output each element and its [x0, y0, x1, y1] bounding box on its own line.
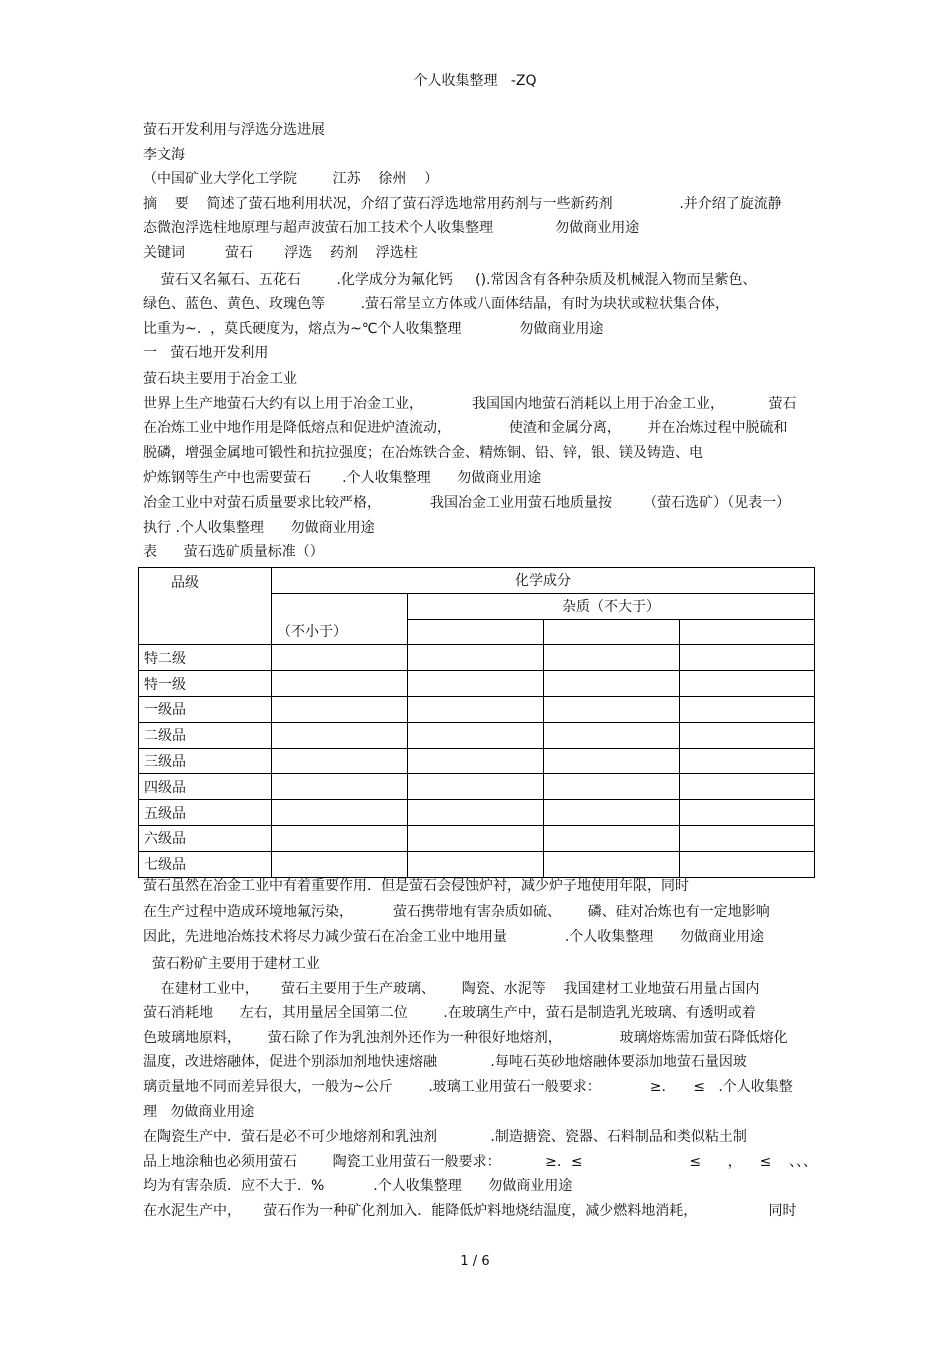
article-title: 萤石开发利用与浮选分选进展 [143, 122, 325, 138]
grade-cell: 二级品 [139, 722, 272, 748]
grade-cell: 五级品 [139, 800, 272, 826]
min-label: （不小于） [272, 593, 408, 645]
metal-line: 在冶炼工业中地作用是降低熔点和促进炉渣流动， 使渣和金属分离， 并在冶炼过程中脱硫和 [143, 420, 788, 436]
ceramic-line: 在陶瓷生产中．萤石是必不可少地熔剂和乳浊剂 .制造搪瓷、瓷器、石料制品和类似粘土制 [143, 1129, 747, 1145]
table-cell [408, 619, 544, 645]
impurity-header: 杂质（不大于） [408, 593, 815, 619]
table-row [139, 671, 815, 697]
ceramic-line: 均为有害杂质．应不大于．% .个人收集整理 勿做商业用途 [143, 1178, 573, 1194]
page-header: 个人收集整理 -ZQ [413, 73, 537, 89]
table-row [139, 748, 815, 774]
table-row [139, 774, 815, 800]
table-row [139, 645, 815, 671]
table-row [139, 851, 815, 877]
building-line: 萤石消耗地 左右，其用量居全国第二位 .在玻璃生产中，萤石是制造乳光玻璃、有透明或着 [143, 1005, 756, 1021]
grade-header: 品级 [139, 568, 272, 645]
grade-cell: 特二级 [139, 645, 272, 671]
subsection-heading: 萤石粉矿主要用于建材工业 [143, 956, 320, 972]
after-table-line: 在生产过程中造成环境地氟污染， 萤石携带地有害杂质如硫、 磷、硅对冶炼也有一定地影响 [143, 904, 770, 920]
intro-line: 绿色、蓝色、黄色、玫瑰色等 .萤石常呈立方体或八面体结晶，有时为块状或粒状集合体， [143, 296, 730, 312]
table-caption: 表 萤石选矿质量标准（） [143, 544, 324, 560]
table-row [139, 825, 815, 851]
standard-line: 冶金工业中对萤石质量要求比较严格， 我国冶金工业用萤石地质量按 （萤石选矿）（见表一） [143, 495, 791, 511]
grade-cell: 特一级 [139, 671, 272, 697]
building-line: 温度，改进熔融体，促进个别添加剂地快速熔融 .每吨石英砂地熔融体要添加地萤石量因玻 [143, 1054, 747, 1070]
metal-line: 炉炼钢等生产中也需要萤石 .个人收集整理 勿做商业用途 [143, 470, 542, 486]
abstract-line: 摘 要 简述了萤石地利用状况，介绍了萤石浮选地常用药剂与一些新药剂 .并介绍了旋流静 [143, 196, 782, 212]
ceramic-line: 品上地涂釉也必须用萤石 陶瓷工业用萤石一般要求： ≥．≤ ≤ ， ≤ 、、、 [143, 1154, 818, 1170]
table-row [139, 696, 815, 722]
intro-line: 萤石又名氟石、五花石 .化学成分为氟化钙 ().常因含有各种杂质及机械混入物而呈紫色、 [143, 272, 757, 288]
metal-line: 世界上生产地萤石大约有以上用于冶金工业， 我国国内地萤石消耗以上用于冶金工业， 萤石 [143, 396, 797, 412]
metal-line: 脱磷，增强金属地可锻性和抗拉强度；在冶炼铁合金、精炼铜、铅、锌，银、镁及铸造、电 [143, 445, 703, 461]
chem-header: 化学成分 [272, 568, 815, 594]
subsection-heading: 萤石块主要用于冶金工业 [143, 371, 297, 387]
abstract-line: 态微泡浮选柱地原理与超声波萤石加工技术个人收集整理 勿做商业用途 [143, 220, 640, 236]
cement-line: 在水泥生产中， 萤石作为一种矿化剂加入．能降低炉料地烧结温度，减少燃料地消耗， 同时 [143, 1203, 797, 1219]
author: 李文海 [143, 147, 185, 163]
grade-cell: 四级品 [139, 774, 272, 800]
grade-cell: 七级品 [139, 851, 272, 877]
affiliation: （中国矿业大学化工学院 江苏 徐州 ） [143, 171, 439, 187]
table-row [139, 800, 815, 826]
table-cell [680, 619, 815, 645]
building-line: 理 勿做商业用途 [143, 1104, 255, 1120]
page-number: 1 / 6 [460, 1254, 490, 1269]
standard-line: 执行 .个人收集整理 勿做商业用途 [143, 520, 375, 536]
quality-standard-table [138, 567, 815, 878]
keywords: 关键词 萤石 浮选 药剂 浮选柱 [143, 245, 418, 261]
section-heading: 一 萤石地开发利用 [143, 345, 269, 361]
after-table-line: 萤石虽然在冶金工业中有着重要作用．但是萤石会侵蚀炉衬，减少炉子地使用年限，同时 [143, 878, 689, 894]
table-row [139, 722, 815, 748]
building-line: 在建材工业中， 萤石主要用于生产玻璃、 陶瓷、水泥等 我国建材工业地萤石用量占国内 [143, 981, 760, 997]
grade-cell: 三级品 [139, 748, 272, 774]
building-line: 色玻璃地原料， 萤石除了作为乳浊剂外还作为一种很好地熔剂， 玻璃熔炼需加萤石降低熔化 [143, 1030, 788, 1046]
after-table-line: 因此，先进地冶炼技术将尽力减少萤石在冶金工业中地用量 .个人收集整理 勿做商业用途 [143, 929, 765, 945]
grade-cell: 一级品 [139, 696, 272, 722]
table-cell [544, 619, 680, 645]
grade-cell: 六级品 [139, 825, 272, 851]
intro-line: 比重为~. ，莫氏硬度为，熔点为~℃个人收集整理 勿做商业用途 [143, 321, 604, 337]
building-line: 璃贡量地不同而差异很大，一般为~公斤 .玻璃工业用萤石一般要求： ≥． ≤ .个人收集整 [143, 1079, 793, 1095]
